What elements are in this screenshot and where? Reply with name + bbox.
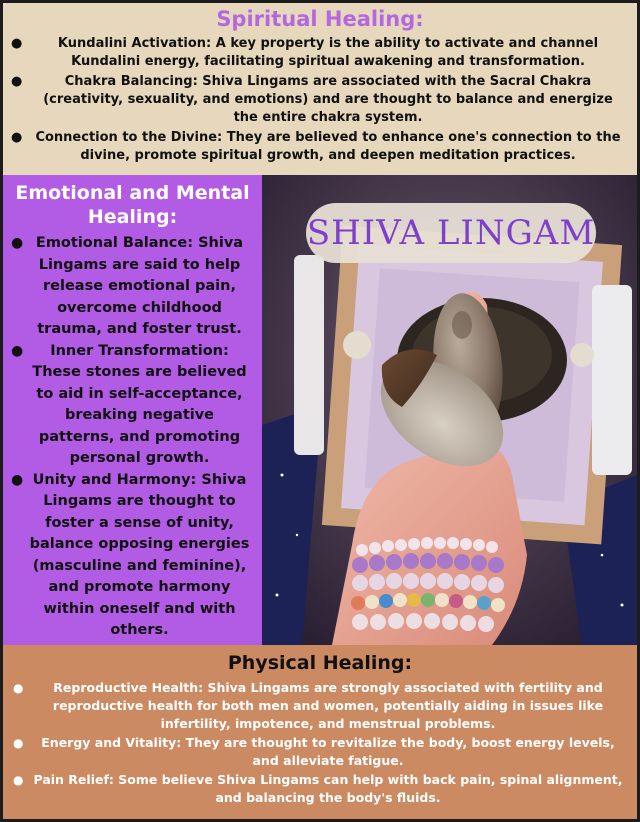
spiritual-healing-list <box>11 35 629 167</box>
list-item: ● Kundalini Activation: A key property is the ability to activate and channel Kundalini energy, facilitating spiritual awakening and transformation. <box>11 36 599 69</box>
shiva-lingam-photo <box>262 175 637 645</box>
list-item: ● Inner Transformation: These stones are believed to aid in self-acceptance, breaking negative patterns, and promoting personal growth. <box>11 342 247 466</box>
bullet-icon: ● <box>11 342 24 359</box>
physical-healing-section <box>3 645 637 819</box>
bullet-icon: ● <box>11 130 23 145</box>
bullet-icon: ● <box>11 74 23 89</box>
bullet-icon: ● <box>11 235 24 251</box>
list-item: ● Reproductive Health: Shiva Lingams are strongly associated with fertility and reproductive health for both men and women, potentially aiding in issues like infertility, impotence, and menstrual problems. <box>13 680 604 731</box>
bullet-icon: ● <box>13 773 24 787</box>
bullet-icon: ● <box>13 681 24 695</box>
bullet-icon: ● <box>11 471 24 488</box>
physical-healing-list <box>13 679 627 808</box>
list-item: ● Unity and Harmony: Shiva Lingams are thought to foster a sense of unity, balance opposing energies (masculine and feminine), and promote harmony within oneself and with others. <box>11 471 250 638</box>
emotional-healing-title: Emotional and Mental Healing: <box>15 182 250 228</box>
bullet-icon: ● <box>13 736 24 750</box>
bullet-icon: ● <box>11 36 23 51</box>
physical-healing-title: Physical Healing: <box>227 652 413 674</box>
shiva-lingam-label: SHIVA LINGAM <box>306 203 596 263</box>
spiritual-healing-title: Spiritual Healing: <box>216 7 424 31</box>
list-item: ● Energy and Vitality: They are thought to revitalize the body, boost energy levels, and alleviate fatigue. <box>13 735 615 768</box>
emotional-healing-section <box>3 175 262 645</box>
spiritual-healing-section <box>3 3 637 175</box>
emotional-healing-list <box>11 233 254 642</box>
list-item: ● Emotional Balance: Shiva Lingams are said to help release emotional pain, overcome childhood trauma, and foster trust. <box>11 235 244 337</box>
list-item: ● Chakra Balancing: Shiva Lingams are associated with the Sacral Chakra (creativity, sexuality, and emotions) and are thought to balance and energize the entire chakra system. <box>11 74 613 125</box>
list-item: ● Connection to the Divine: They are believed to enhance one's connection to the divine, promote spiritual growth, and deepen meditation practices. <box>11 130 621 163</box>
list-item: ● Pain Relief: Some believe Shiva Lingams can help with back pain, spinal alignment, and balancing the body's fluids. <box>13 772 623 805</box>
